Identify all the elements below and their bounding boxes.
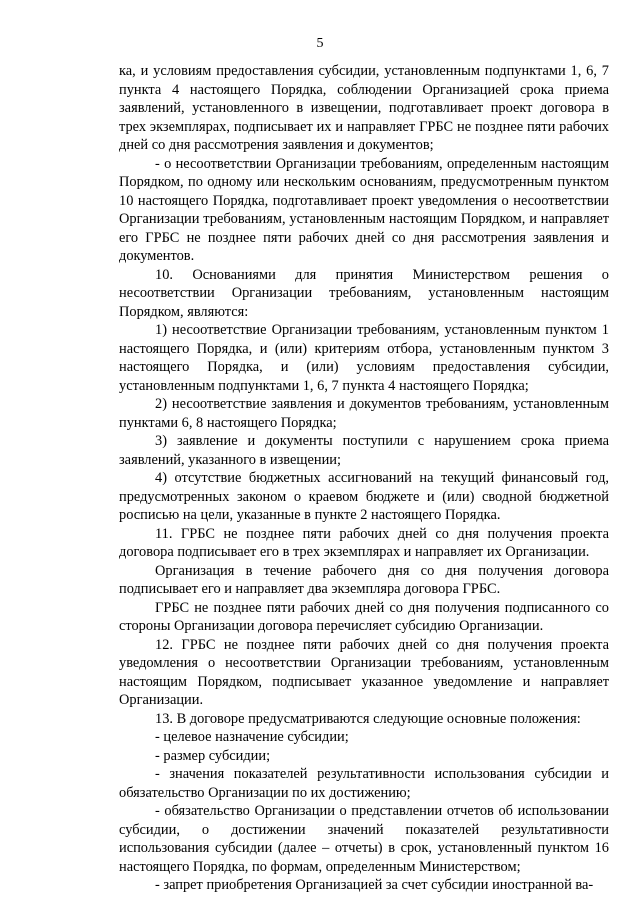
paragraph-clause-13: 13. В договоре предусматриваются следующие основные положения: (155, 710, 581, 727)
paragraph-clause-10-item-1: 1) несоответствие Организации требованиям, установленным пунктом 1 настоящего Порядка, и (или) критериям отбора, установленным пунктом 3 настоящего Порядка, и (или) условиям предоставления субсидии, установленным подпунктами 1, 6, 7 пункта 4 настоящего Порядка; (119, 322, 609, 394)
list-item-currency-ban: - запрет приобретения Организацией за счет субсидии иностранной ва- (155, 877, 594, 893)
paragraph-clause-10-item-3: 3) заявление и документы поступили с нарушением срока приема заявлений, указанного в извещении; (119, 433, 609, 468)
paragraph-clause-10: 10. Основаниями для принятия Министерством решения о несоответствии Организации требованиям, установленным настоящим Порядком, являются: (119, 266, 609, 320)
page-number: 5 (316, 36, 324, 51)
list-item-amount: - размер субсидии; (155, 747, 271, 764)
paragraph-clause-11-transfer: ГРБС не позднее пяти рабочих дней со дня получения подписанного со стороны Организации договора перечисляет субсидию Организации. (119, 599, 609, 634)
paragraph-noncompliance-option: - о несоответствии Организации требованиям, определенным настоящим Порядком, по одному или нескольким основаниям, предусмотренным пунктом 10 настоящего Порядка, подготавливает проект уведомления о несоответствии Организации требованиям, установленным настоящим Порядком, и направляет его ГРБС не позднее пяти рабочих дней со дня рассмотрения заявления и документов. (119, 155, 609, 264)
paragraph-clause-11-organization: Организация в течение рабочего дня со дня получения договора подписывает его и направляет два экземпляра договора ГРБС. (119, 562, 609, 597)
paragraph-clause-10-item-2: 2) несоответствие заявления и документов требованиям, установленным пунктами 6, 8 настоящего Порядка; (119, 396, 609, 431)
paragraph-clause-10-item-4: 4) отсутствие бюджетных ассигнований на текущий финансовый год, предусмотренных законом о краевом бюджете и (или) сводной бюджетной росписью на цели, указанные в пункте 2 настоящего Порядка. (119, 470, 609, 523)
list-item-reports: - обязательство Организации о представлении отчетов об использовании субсидии, о достижении значений показателей результативности использования субсидии (далее – отчеты) в срок, установленный пунктом 16 настоящего Порядка, по формам, определенным Министерством; (119, 803, 609, 875)
list-item-indicators: - значения показателей результативности использования субсидии и обязательство Организации по их достижению; (119, 766, 609, 801)
paragraph-clause-11: 11. ГРБС не позднее пяти рабочих дней со дня получения проекта договора подписывает его в трех экземплярах и направляет их Организации. (119, 525, 609, 560)
paragraph-continuation: ка, и условиям предоставления субсидии, установленным подпунктами 1, 6, 7 пункта 4 настоящего Порядка, соблюдении Организацией срока приема заявлений, установленного в извещении, подготавливает проект договора в трех экземплярах, подписывает их и направляет ГРБС не позднее пяти рабочих дней со дня рассмотрения заявления и документов; (119, 63, 609, 153)
list-item-purpose: - целевое назначение субсидии; (155, 729, 349, 745)
document-body (119, 62, 609, 895)
paragraph-clause-12: 12. ГРБС не позднее пяти рабочих дней со дня получения проекта уведомления о несоответствии Организации требованиям, установленным настоящим Порядком, подписывает указанное уведомление и направляет Организации. (119, 636, 609, 708)
